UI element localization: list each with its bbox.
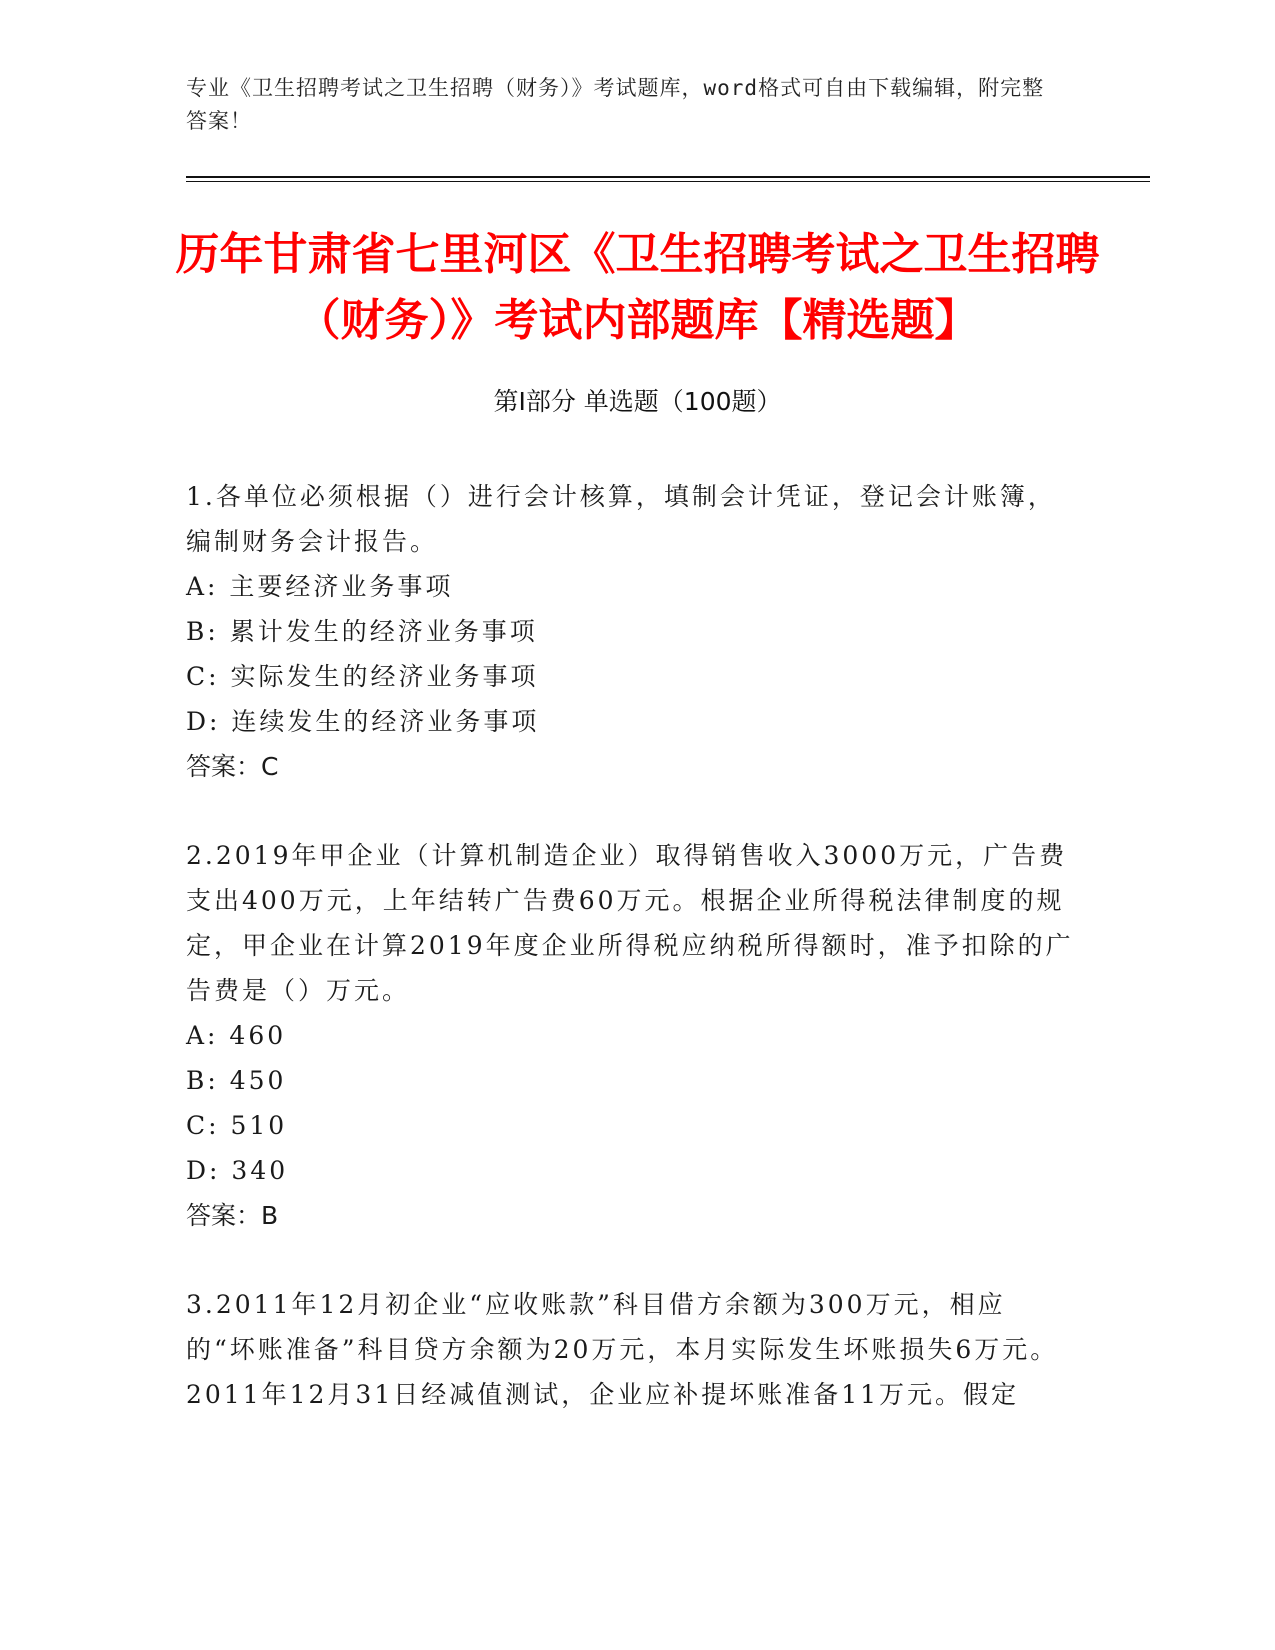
answer: 答案：C: [186, 752, 279, 781]
answer: 答案：B: [186, 1201, 279, 1230]
question-stem: 2.2019年甲企业（计算机制造企业）取得销售收入3000万元，广告费支出400万元，上年结转广告费60万元。根据企业所得税法律制度的规定，甲企业在计算2019年度企业所得税应纳税所得额时，准予扣除的广告费是（）万元。: [186, 841, 1074, 1005]
question-1: [186, 474, 1076, 789]
option-d: D: 连续发生的经济业务事项: [186, 707, 540, 736]
option-d: D: 340: [186, 1156, 289, 1185]
option-a: A: 主要经济业务事项: [186, 572, 454, 601]
option-c: C: 实际发生的经济业务事项: [186, 662, 539, 691]
question-stem: 1.各单位必须根据（）进行会计核算，填制会计凭证，登记会计账簿，编制财务会计报告。: [186, 482, 1056, 556]
option-b: B: 累计发生的经济业务事项: [186, 617, 538, 646]
option-a: A: 460: [186, 1021, 287, 1050]
option-b: B: 450: [186, 1066, 287, 1095]
header-rule: [186, 176, 1150, 178]
option-c: C: 510: [186, 1111, 288, 1140]
section-heading: 第Ⅰ部分 单选题（100题）: [493, 387, 782, 416]
header-note: 专业《卫生招聘考试之卫生招聘（财务）》考试题库，word格式可自由下载编辑，附完整答案！: [186, 76, 1045, 133]
question-3: [186, 1282, 1076, 1417]
question-2: [186, 833, 1076, 1238]
question-list: [186, 474, 1076, 1461]
header-rule-thin: [186, 181, 1150, 182]
question-stem: 3.2011年12月初企业“应收账款”科目借方余额为300万元，相应的“坏账准备”科目贷方余额为20万元，本月实际发生坏账损失6万元。2011年12月31日经减值测试，企业应补提坏账准备11万元。假定: [186, 1290, 1059, 1409]
document-title: 历年甘肃省七里河区《卫生招聘考试之卫生招聘（财务）》考试内部题库【精选题】: [175, 229, 1100, 346]
